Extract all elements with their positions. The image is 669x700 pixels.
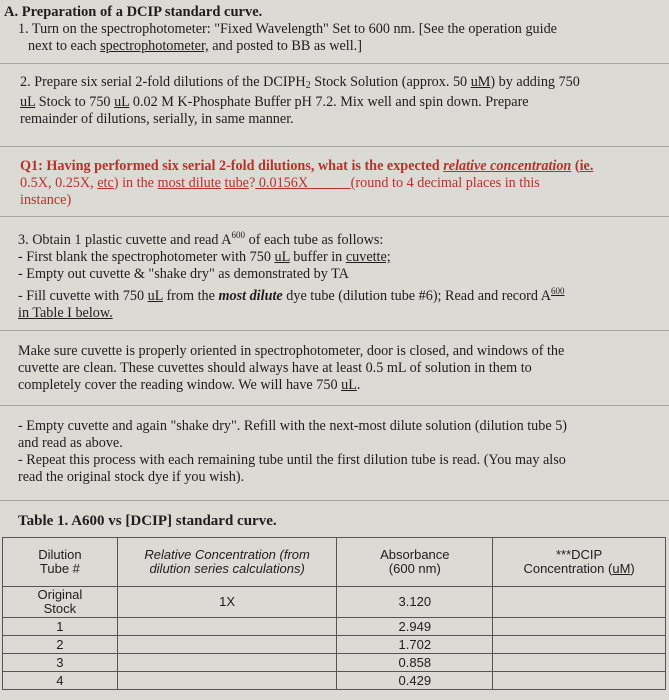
- cell-tube: 4: [3, 672, 118, 690]
- standard-curve-table: [2, 537, 666, 690]
- cuvette-line1: Make sure cuvette is properly oriented in spectrophotometer, door is closed, and windows of the: [18, 343, 565, 359]
- cell-relative[interactable]: [117, 618, 337, 636]
- cell-tube: 2: [3, 636, 118, 654]
- divider: [0, 63, 669, 64]
- table-row: [3, 618, 666, 636]
- step1-line1: 1. Turn on the spectrophotometer: "Fixed Wavelength" Set to 600 nm. [See the operation guide: [18, 21, 557, 37]
- q1-line1: Q1: Having performed six serial 2-fold dilutions, what is the expected relative concentration (ie.: [20, 158, 594, 174]
- step1-line2: next to each spectrophotometer, and posted to BB as well.]: [28, 38, 362, 54]
- table-row: [3, 654, 666, 672]
- step3-line5: in Table I below.: [18, 305, 113, 321]
- cell-concentration[interactable]: [493, 618, 666, 636]
- header-absorbance: Absorbance (600 nm): [337, 538, 493, 587]
- step2-line2: uL Stock to 750 uL 0.02 M K-Phosphate Buffer pH 7.2. Mix well and spin down. Prepare: [20, 94, 529, 110]
- cell-absorbance[interactable]: 2.949: [337, 618, 493, 636]
- repeat-paragraph: [18, 418, 669, 486]
- divider: [0, 330, 669, 331]
- cell-absorbance[interactable]: 1.702: [337, 636, 493, 654]
- table-row: [3, 672, 666, 690]
- cell-concentration[interactable]: [493, 636, 666, 654]
- cell-tube: 3: [3, 654, 118, 672]
- cell-tube: Original Stock: [3, 587, 118, 618]
- table-caption: Table 1. A600 vs [DCIP] standard curve.: [18, 513, 277, 529]
- q1-answer[interactable]: 0.0156X: [255, 175, 309, 191]
- cell-absorbance[interactable]: 0.858: [337, 654, 493, 672]
- cell-relative[interactable]: [117, 672, 337, 690]
- divider: [0, 500, 669, 501]
- step2: [20, 74, 669, 128]
- q1-line2: 0.5X, 0.25X, etc) in the most dilute tube? 0.0156X (round to 4 decimal places in this: [20, 175, 540, 191]
- cuvette-paragraph: [18, 343, 669, 394]
- cell-relative[interactable]: [117, 636, 337, 654]
- cuvette-line3: completely cover the reading window. We will have 750 uL.: [18, 377, 361, 393]
- cell-concentration[interactable]: [493, 654, 666, 672]
- section-a: [4, 4, 669, 55]
- header-relative-concentration: Relative Concentration (from dilution series calculations): [117, 538, 337, 587]
- step3: [18, 227, 669, 322]
- repeat-line3: - Repeat this process with each remaining tube until the first dilution tube is read. (You may also: [18, 452, 566, 468]
- repeat-line1: - Empty cuvette and again "shake dry". Refill with the next-most dilute solution (dilution tube 5): [18, 418, 568, 434]
- divider: [0, 216, 669, 217]
- cell-absorbance[interactable]: 3.120: [337, 587, 493, 618]
- cell-relative[interactable]: 1X: [117, 587, 337, 618]
- table-row: [3, 636, 666, 654]
- divider: [0, 405, 669, 406]
- step3-line1: 3. Obtain 1 plastic cuvette and read $A^{600}$ of each tube as follows:: [18, 230, 384, 248]
- step2-line1: 2. Prepare six serial 2-fold dilutions of the $DCIPH_2$ Stock Solution (approx. 50 uM) by adding 750: [20, 74, 580, 91]
- step2-line3: remainder of dilutions, serially, in same manner.: [20, 111, 294, 127]
- section-heading: A. Preparation of a DCIP standard curve.: [4, 4, 263, 20]
- step3-line2: - First blank the spectrophotometer with 750 uL buffer in cuvette;: [18, 249, 391, 265]
- cell-relative[interactable]: [117, 654, 337, 672]
- q1-line3: instance): [20, 192, 72, 208]
- cuvette-line2: cuvette are clean. These cuvettes should always have at least 0.5 mL of solution in them to: [18, 360, 532, 376]
- question-q1: [20, 158, 669, 209]
- cell-absorbance[interactable]: 0.429: [337, 672, 493, 690]
- table-row: [3, 587, 666, 618]
- divider: [0, 146, 669, 147]
- cell-concentration[interactable]: [493, 672, 666, 690]
- cell-tube: 1: [3, 618, 118, 636]
- step3-line3: - Empty out cuvette & "shake dry" as demonstrated by TA: [18, 266, 349, 282]
- header-dcip-concentration: ***DCIP Concentration (uM): [493, 538, 666, 587]
- cell-concentration[interactable]: [493, 587, 666, 618]
- table-header-row: [3, 538, 666, 587]
- step3-line4: - Fill cuvette with 750 uL from the most dilute dye tube (dilution tube #6); Read and record $A^{600}$: [18, 286, 565, 304]
- repeat-line4: read the original stock dye if you wish).: [18, 469, 245, 485]
- header-dilution-tube: Dilution Tube #: [3, 538, 118, 587]
- repeat-line2: and read as above.: [18, 435, 123, 451]
